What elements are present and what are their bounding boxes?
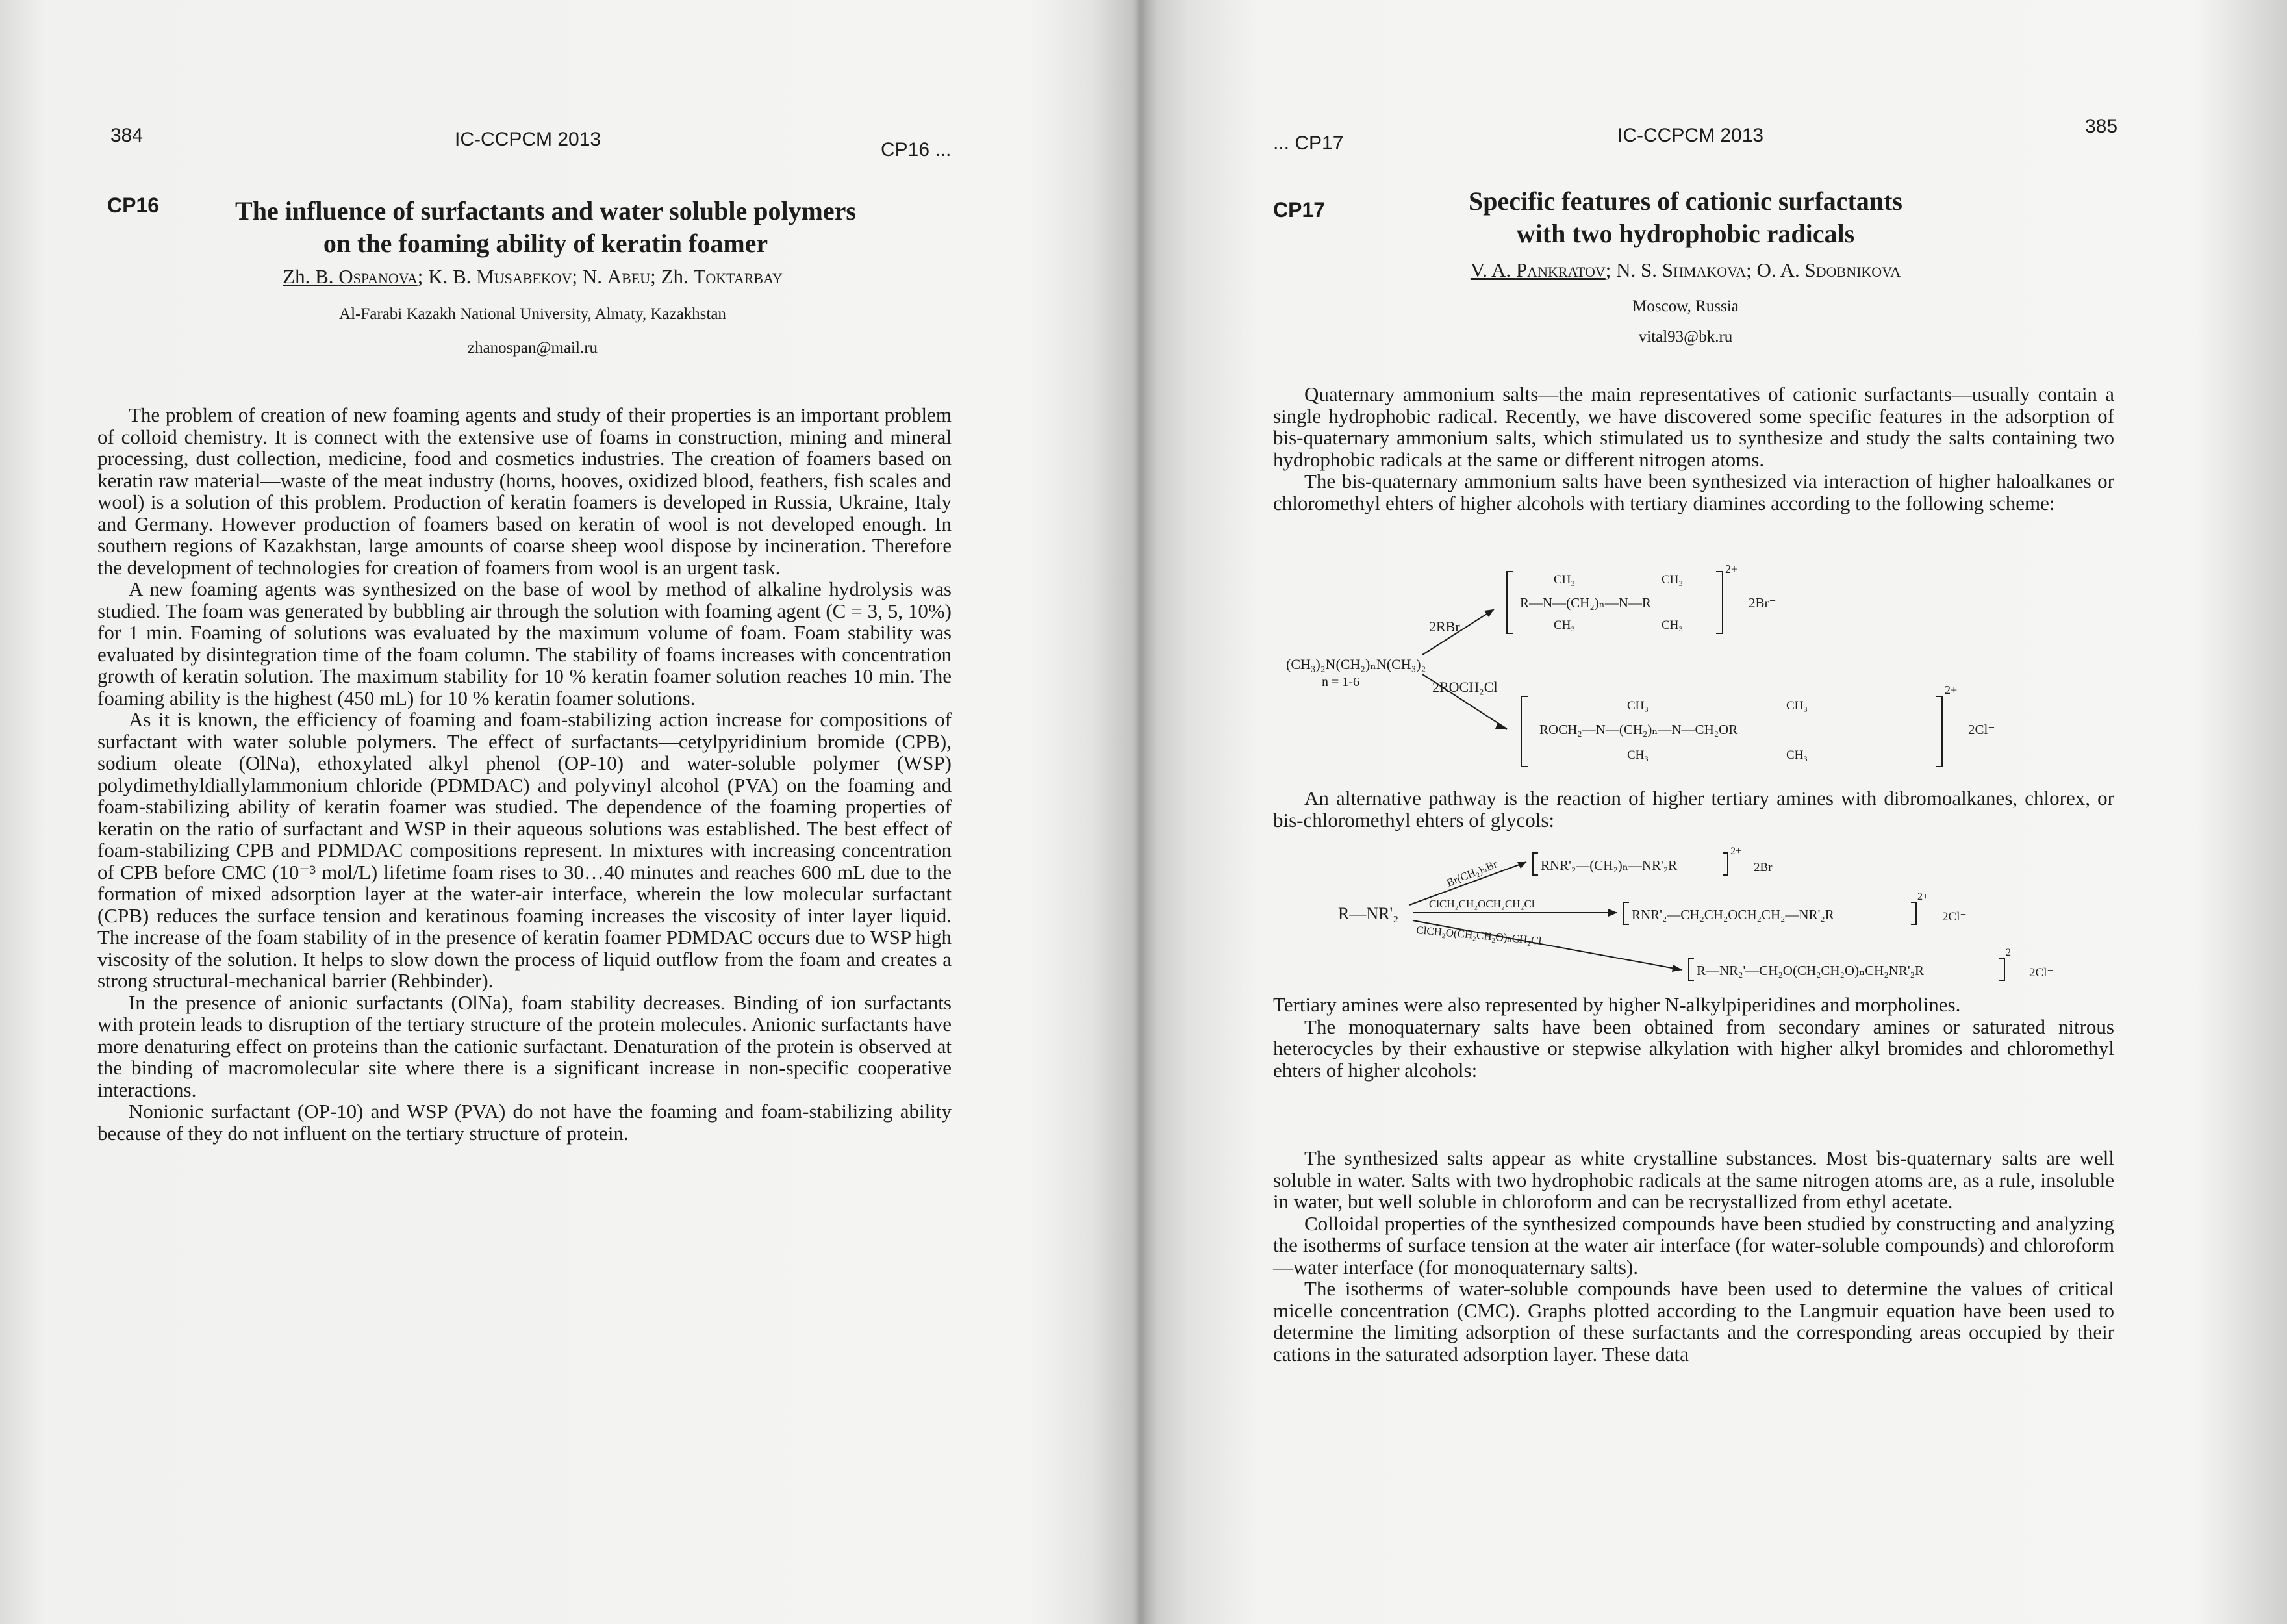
- scheme-bracket: [1999, 958, 2004, 980]
- scheme-reagent: ClCH₂O(CH₂CH₂O)ₙCH₂Cl: [1415, 924, 1543, 947]
- author-family: Shmakova: [1662, 259, 1747, 281]
- abstract-body: [97, 404, 952, 1144]
- abstract-body: [1273, 1147, 2114, 1365]
- reaction-scheme-2: [1338, 835, 2085, 984]
- presenting-author: [283, 265, 418, 288]
- title-line: The influence of surfactants and water soluble polymers: [235, 196, 856, 225]
- scheme-bracket: [1689, 958, 1694, 980]
- scheme-counterion: 2Br⁻: [1754, 861, 1779, 874]
- scheme-bracket: [1716, 572, 1723, 633]
- abstract-body: [1273, 383, 2114, 514]
- author-family: Abeu: [607, 265, 651, 288]
- paragraph: The isotherms of water-soluble compounds have been used to determine the values of critical micelle concentration (CMC). Graphs plotted according to the Langmuir equation have been used to determine the limiting adsorption of these surfactants and the corresponding areas occupied by their cations in the saturated adsorption layer. These data: [1273, 1277, 2114, 1365]
- scheme-arrowhead: [1672, 965, 1682, 972]
- scheme-charge: 2+: [1945, 683, 1958, 696]
- paragraph: An alternative pathway is the reaction of higher tertiary amines with dibromoalkanes, chlorex, or bis-chloromethyl ehters of glycols:: [1273, 787, 2114, 831]
- title-line: on the foaming ability of keratin foamer: [323, 229, 768, 258]
- scheme-methyl: CH₃: [1627, 748, 1649, 762]
- running-head: IC-CCPCM 2013: [455, 129, 601, 150]
- scheme-product: R—N—(CH₂)ₙ—N—R: [1520, 595, 1651, 611]
- scheme-product: ROCH₂—N—(CH₂)ₙ—N—CH₂OR: [1539, 722, 1738, 737]
- scheme-methyl: CH₃: [1554, 573, 1576, 587]
- abstract-code: CP17: [1273, 198, 1326, 222]
- scheme-reagent: Br(CH₂)ₙBr: [1445, 857, 1499, 889]
- paragraph: The synthesized salts appear as white crystalline substances. Most bis-quaternary salts are well soluble in water. Salts with two hydrophobic radicals at the same nitrogen atoms are, as a rule, insoluble in water, but well soluble in chloroform and can be recrystallized from ethyl acetate.: [1273, 1147, 2114, 1213]
- scheme-product: RNR'₂—CH₂CH₂OCH₂CH₂—NR'₂R: [1632, 907, 1834, 922]
- scheme-methyl: CH₃: [1786, 699, 1808, 713]
- paragraph: The bis-quaternary ammonium salts have been synthesized via interaction of higher haloalkanes or chloromethyl ehters of higher alcohols with tertiary diamines according to the following scheme:: [1273, 470, 2114, 514]
- author-given: ; O. A.: [1746, 259, 1805, 281]
- scheme-counterion: 2Cl⁻: [1968, 722, 1995, 737]
- scheme-reactant: (CH₃)₂N(CH₂)ₙN(CH₃)₂: [1286, 656, 1426, 672]
- paragraph: As it is known, the efficiency of foaming and foam-stabilizing action increase for compositions of surfactant with water soluble polymers. The effect of surfactants—cetylpyridinium bromide (CPB), sodium oleate (OlNa), ethoxylated alkyl phenol (OP-10) and water-soluble polymer (WSP) polydimethyldiallylammonium chloride (PDMDAC) and polyvinyl alcohol (PVA) on the foaming and foam-stabilizing ability of keratin foamer was studied. The dependence of the foaming properties of keratin on the ratio of surfactant and WSP in their aqueous solutions was established. The best effect of foam-stabilizing CPB and PDMDAC compositions represent. In mixtures with increasing concentration of CPB before CMC (10⁻³ mol/L) lifetime foam rises to 30…40 minutes and reaches 600 mL due to the formation of mixed adsorption layer at the water-air interface, wherein the low molecular surfactant (CPB) reduces the surface tension and keratinous foaming increases the viscosity of inter layer liquid. The increase of the foam stability of in the presence of keratin foamer PDMDAC occurs due to WSP high viscosity of the solution. It helps to slow down the process of liquid outflow from the foam and creates a strong structural-mechanical barrier (Rehbinder).: [97, 708, 952, 992]
- author-family: Pankratov: [1515, 259, 1606, 281]
- scheme-bracket: [1723, 853, 1728, 875]
- scheme-arrowhead: [1608, 909, 1617, 917]
- scheme-reagent: 2RBr: [1429, 618, 1460, 635]
- affiliation: Moscow, Russia: [1632, 298, 1739, 315]
- scheme-bracket: [1911, 902, 1916, 924]
- title-line: Specific features of cationic surfactants: [1468, 186, 1902, 216]
- reaction-scheme-1: [1286, 559, 2098, 786]
- affiliation: Al-Farabi Kazakh National University, Almaty, Kazakhstan: [339, 305, 726, 323]
- author-given: ; K. B.: [417, 265, 477, 288]
- author-list: [1325, 259, 2046, 282]
- author-given: ; N. S.: [1605, 259, 1662, 281]
- scheme-counterion: 2Cl⁻: [2029, 966, 2054, 980]
- right-page: [1156, 0, 2287, 1624]
- scheme-charge: 2+: [1725, 563, 1738, 576]
- page-number: 384: [110, 125, 144, 146]
- paper-title: [1338, 185, 2033, 250]
- scheme-methyl: CH₃: [1662, 618, 1684, 632]
- scheme-bracket: [1521, 696, 1528, 767]
- left-page: [0, 0, 1130, 1624]
- scheme-bracket: [1936, 696, 1942, 767]
- reaction-scheme-2-drawing: [1338, 835, 2085, 984]
- reaction-scheme-1-drawing: [1286, 559, 2098, 786]
- scheme-methyl: CH₃: [1627, 699, 1649, 713]
- author-family: Sdobnikova: [1804, 259, 1901, 281]
- scheme-product: R—NR₂'—CH₂O(CH₂CH₂O)ₙCH₂NR'₂R: [1697, 963, 1924, 978]
- author-family: Toktarbay: [693, 265, 783, 288]
- scheme-methyl: CH₃: [1786, 748, 1808, 762]
- scheme-charge: 2+: [1917, 891, 1929, 902]
- author-family: Ospanova: [338, 265, 418, 288]
- abstract-body: [1273, 787, 2114, 831]
- author-given: V. A.: [1470, 259, 1516, 281]
- scheme-bracket: [1624, 902, 1629, 924]
- scheme-arrowhead: [1495, 722, 1507, 729]
- scheme-charge: 2+: [1730, 846, 1742, 857]
- section-marker: ... CP17: [1273, 133, 1344, 154]
- paragraph: The monoquaternary salts have been obtained from secondary amines or saturated nitrous heterocycles by their exhaustive or stepwise alkylation with higher alkyl bromides and chloromethyl ehters of higher alcohols:: [1273, 1015, 2114, 1082]
- author-given: Zh. B.: [283, 265, 339, 288]
- scheme-reagent: 2ROCH₂Cl: [1432, 679, 1498, 695]
- page-number: 385: [2085, 116, 2118, 137]
- running-head: IC-CCPCM 2013: [1617, 125, 1764, 146]
- scheme-bracket: [1507, 572, 1513, 633]
- paragraph: Nonionic surfactant (OP-10) and WSP (PVA) do not have the foaming and foam-stabilizing ability because of they do not influent on the tertiary structure of protein.: [97, 1100, 952, 1145]
- scheme-product: RNR'₂—(CH₂)ₙ—NR'₂R: [1541, 857, 1678, 873]
- scheme-charge: 2+: [2006, 947, 2017, 958]
- paragraph: Colloidal properties of the synthesized compounds have been studied by constructing and analyzing the isotherms of surface tension at the water air interface (for water-soluble compounds) and chloroform—water interface (for monoquaternary salts).: [1273, 1212, 2114, 1278]
- scheme-condition: n = 1-6: [1322, 675, 1359, 689]
- section-marker: CP16 ...: [881, 139, 952, 160]
- scheme-methyl: CH₃: [1554, 618, 1576, 632]
- scheme-counterion: 2Cl⁻: [1942, 910, 1967, 924]
- paragraph: A new foaming agents was synthesized on the base of wool by method of alkaline hydrolysis was studied. The foam was generated by bubbling air through the solution with foaming agent (C = 3, 5, 10%) for 1 min. Foaming of solutions was evaluated by the maximum volume of foam. Foam stability was evaluated by disintegration time of the foam column. The stability of foams increases with concentration growth of keratin solution. The maximum stability for 10 % keratin foamer solution reaches 10 min. The foaming ability is the highest (450 mL) for 10 % keratin foamer solutions.: [97, 577, 952, 709]
- email: vital93@bk.ru: [1638, 328, 1733, 346]
- scheme-reagent: ClCH₂CH₂OCH₂CH₂Cl: [1429, 898, 1535, 910]
- scheme-counterion: 2Br⁻: [1749, 595, 1776, 611]
- abstract-code: CP16: [107, 194, 160, 217]
- scheme-reactant: R—NR'₂: [1338, 904, 1399, 923]
- paragraph: Quaternary ammonium salts—the main representatives of cationic surfactants—usually contain a single hydrophobic radical. Recently, we have discovered some specific features in the adsorption of bis-quaternary ammonium salts, which stimulated us to synthesize and study the salts containing two hydrophobic radicals at the same or different nitrogen atoms.: [1273, 383, 2114, 471]
- author-list: [143, 265, 922, 288]
- title-line: with two hydrophobic radicals: [1516, 219, 1855, 248]
- author-given: ; N.: [572, 265, 607, 288]
- paragraph: In the presence of anionic surfactants (OlNa), foam stability decreases. Binding of ion surfactants with protein leads to disruption of the tertiary structure of the protein molecules. Anionic surfactants have more denaturing effect on proteins than the cationic surfactant. Denaturation of the protein is observed at the binding of macromolecular site where there is a significant increase in non-specific cooperative interactions.: [97, 991, 952, 1101]
- presenting-author: [1471, 259, 1606, 281]
- author-given: ; Zh.: [650, 265, 694, 288]
- paper-title: [169, 195, 922, 260]
- paragraph: The problem of creation of new foaming agents and study of their properties is an important problem of colloid chemistry. It is connect with the extensive use of foams in construction, mining and mineral processing, dust collection, medicine, food and cosmetics industries. The creation of foamers based on keratin raw material—waste of the meat industry (horns, hooves, oxidized blood, feathers, fish scales and wool) is a solution of this problem. Production of keratin foamers is developed in Russia, Ukraine, Italy and Germany. However production of foamers based on keratin of wool is not developed enough. In southern regions of Kazakhstan, large amounts of coarse sheep wool dispose by incineration. Therefore the development of technologies for creation of foamers from wool is an urgent task.: [97, 403, 952, 579]
- scheme-methyl: CH₃: [1662, 573, 1684, 587]
- scheme-arrowhead: [1484, 609, 1494, 617]
- abstract-body: [1273, 994, 2114, 1081]
- scheme-bracket: [1533, 853, 1538, 875]
- author-family: Musabekov: [476, 265, 572, 288]
- email: zhanospan@mail.ru: [467, 339, 598, 357]
- paragraph: Tertiary amines were also represented by higher N-alkylpiperidines and morpholines.: [1273, 993, 1961, 1016]
